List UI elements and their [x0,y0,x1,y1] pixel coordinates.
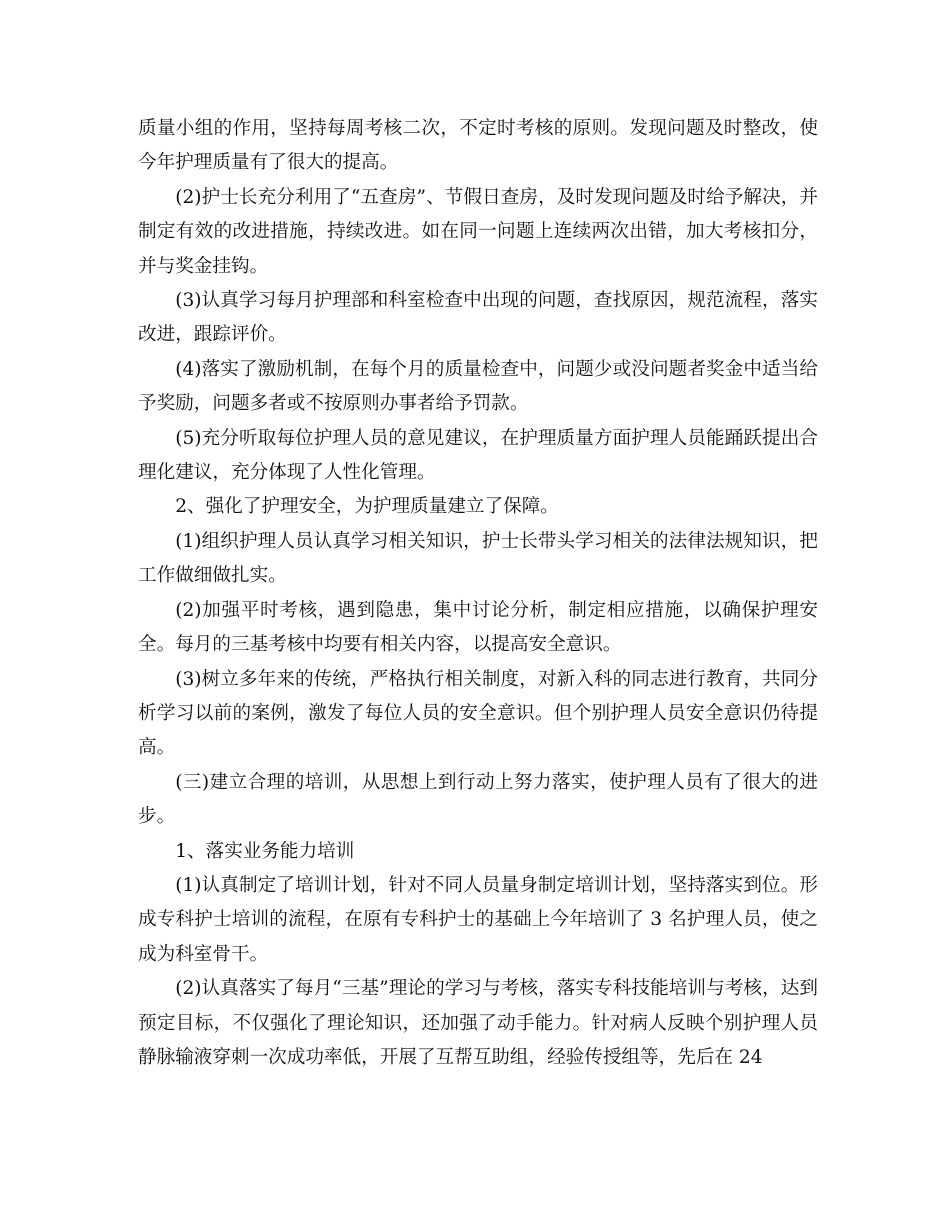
body-paragraph: (5)充分听取每位护理人员的意见建议，在护理质量方面护理人员能踊跃提出合理化建议，充分体现了人性化管理。 [138,427,818,484]
body-paragraph: (3)树立多年来的传统，严格执行相关制度，对新入科的同志进行教育，共同分析学习以前的案例，激发了每位人员的安全意识。但个别护理人员安全意识仍待提高。 [138,668,818,759]
body-paragraph: (1)组织护理人员认真学习相关知识，护士长带头学习相关的法律法规知识，把工作做细做扎实。 [138,530,818,587]
body-paragraph: 质量小组的作用，坚持每周考核二次，不定时考核的原则。发现问题及时整改，使今年护理质量有了很大的提高。 [138,118,818,174]
body-paragraph: (2)加强平时考核，遇到隐患，集中讨论分析，制定相应措施，以确保护理安全。每月的三基考核中均要有相关内容，以提高安全意识。 [138,599,818,656]
section-heading: 2、强化了护理安全，为护理质量建立了保障。 [175,496,559,518]
body-paragraph: (2)护士长充分利用了“五查房”、节假日查房，及时发现问题及时给予解决，并制定有效的改进措施，持续改进。如在同一问题上连续两次出错，加大考核扣分，并与奖金挂钩。 [138,186,818,277]
section-heading: (三)建立合理的培训，从思想上到行动上努力落实，使护理人员有了很大的进步。 [138,771,818,828]
body-paragraph: (3)认真学习每月护理部和科室检查中出现的问题，查找原因，规范流程，落实改进，跟踪评价。 [138,290,818,346]
body-paragraph: (4)落实了激励机制，在每个月的质量检查中，问题少或没问题者奖金中适当给予奖励，问题多者或不按原则办事者给予罚款。 [138,358,818,415]
section-heading: 1、落实业务能力培训 [175,840,355,862]
document-body [138,112,818,1075]
body-paragraph: (2)认真落实了每月“三基”理论的学习与考核，落实专科技能培训与考核，达到预定目标，不仅强化了理论知识，还加强了动手能力。针对病人反映个别护理人员静脉输液穿刺一次成功率低，开展了互帮互助组，经验传授组等，先后在 24 [138,978,818,1068]
body-paragraph: (1)认真制定了培训计划，针对不同人员量身制定培训计划，坚持落实到位。形成专科护士培训的流程，在原有专科护士的基础上今年培训了 3 名护理人员，使之成为科室骨干。 [138,874,818,965]
